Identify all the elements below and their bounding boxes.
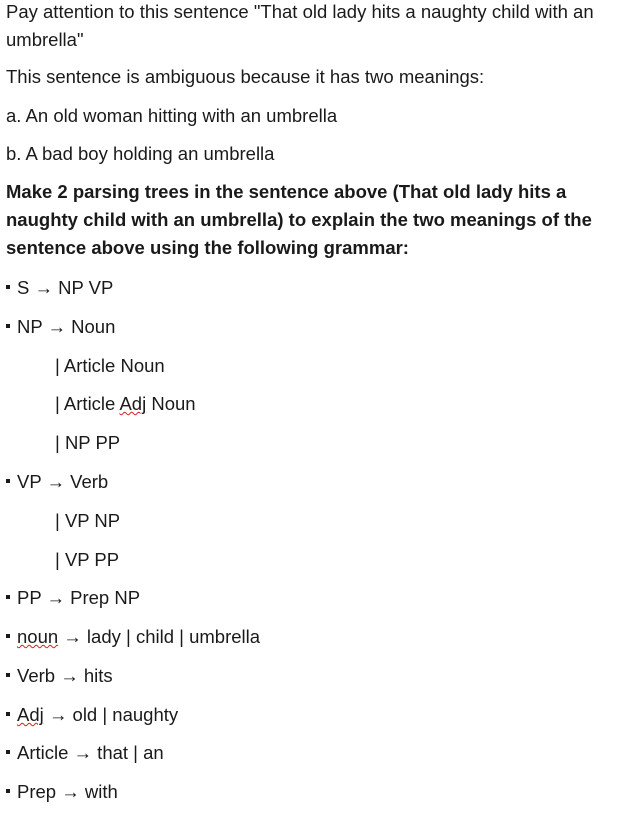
spellcheck-word: Adj: [119, 393, 147, 414]
bullet-icon: [6, 712, 10, 716]
intro-paragraph: Pay attention to this sentence "That old lady hits a naughty child with an umbrella": [6, 1, 594, 50]
grammar-rule-np: NP → Noun: [6, 316, 115, 338]
grammar-np-alt-3: | NP PP: [55, 432, 121, 453]
grammar-np-alt-1: | Article Noun: [55, 355, 165, 376]
grammar-rule-prep: Prep → with: [6, 781, 118, 803]
grammar-np-alt-2: | Article Adj Noun: [55, 393, 196, 414]
grammar-rule-article: Article → that | an: [6, 742, 164, 764]
ambiguity-statement: This sentence is ambiguous because it has two meanings:: [6, 66, 485, 87]
grammar-rule-verb: Verb → hits: [6, 665, 113, 687]
bullet-icon: [6, 789, 10, 793]
grammar-rule-adj: Adj → old | naughty: [6, 704, 178, 726]
meaning-b: b. A bad boy holding an umbrella: [6, 143, 275, 164]
bullet-icon: [6, 634, 10, 638]
grammar-rule-noun: noun → lady | child | umbrella: [6, 626, 260, 648]
spellcheck-word: noun: [17, 626, 59, 647]
task-instruction: Make 2 parsing trees in the sentence above (That old lady hits a naughty child with an umbrella) to explain the two meanings of the sentence above using the following grammar:: [6, 181, 592, 258]
grammar-vp-alt-1: | VP NP: [55, 510, 121, 531]
grammar-vp-alt-2: | VP PP: [55, 549, 120, 570]
grammar-rule-s: S → NP VP: [6, 277, 113, 299]
bullet-icon: [6, 595, 10, 599]
bullet-icon: [6, 673, 10, 677]
meaning-a: a. An old woman hitting with an umbrella: [6, 105, 338, 126]
bullet-icon: [6, 324, 10, 328]
bullet-icon: [6, 479, 10, 483]
bullet-icon: [6, 285, 10, 289]
spellcheck-word: Adj: [17, 704, 44, 725]
bullet-icon: [6, 750, 10, 754]
grammar-rule-pp: PP → Prep NP: [6, 587, 140, 609]
grammar-rule-vp: VP → Verb: [6, 471, 108, 493]
